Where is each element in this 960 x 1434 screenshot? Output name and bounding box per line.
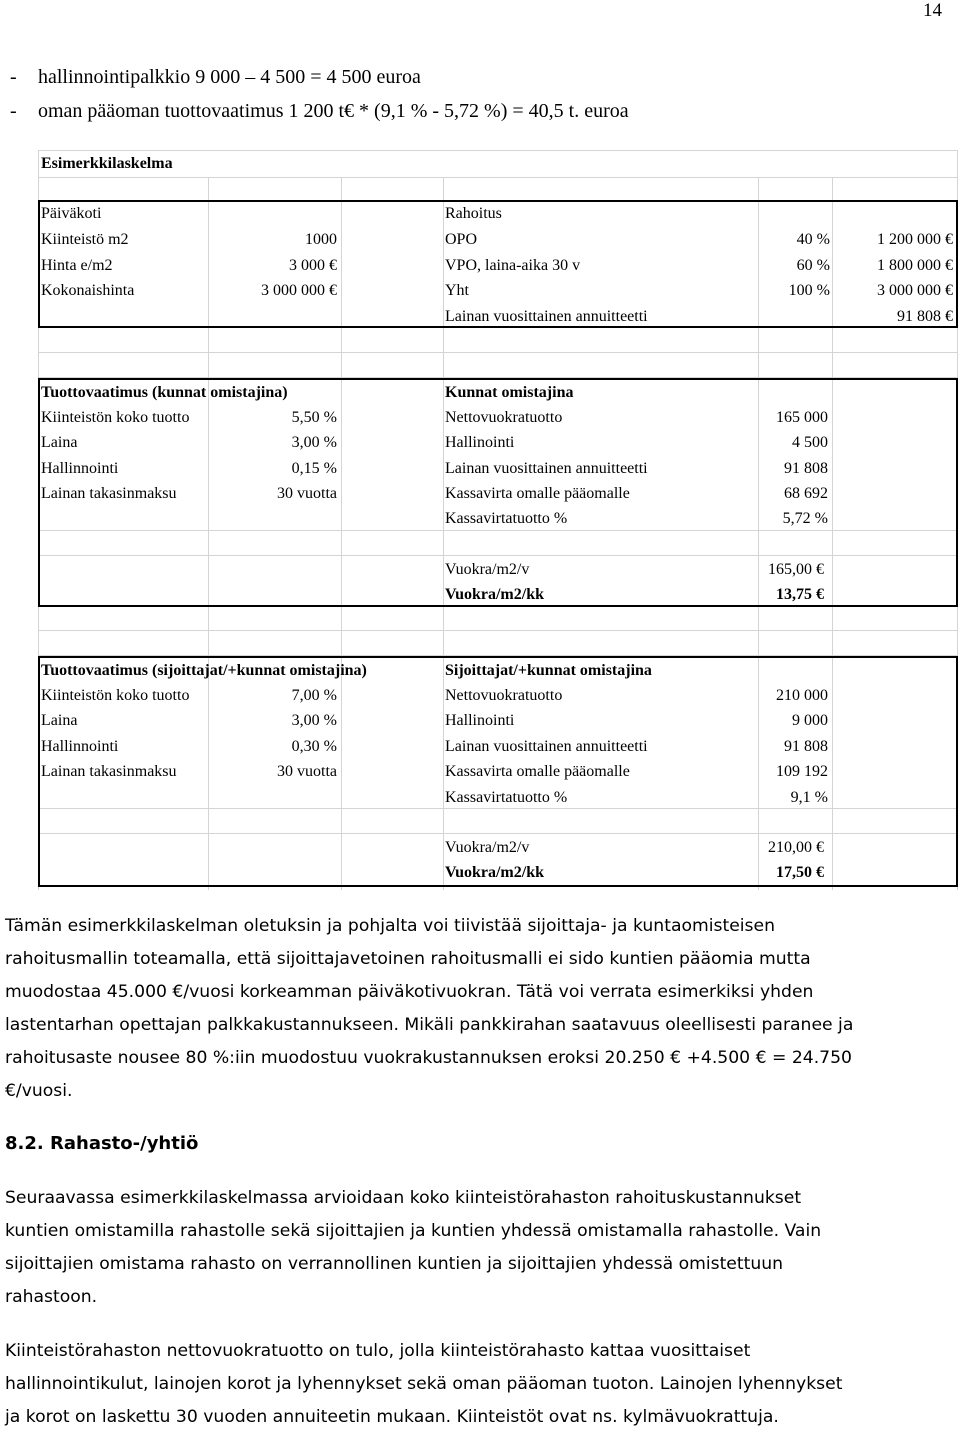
row-rlabel: Yht [445,282,469,299]
row-value: 30 vuotta [277,763,337,780]
text-line: rahoitusmallin toteamalla, että sijoittajavetoinen rahoitusmalli ei sido kuntien pääomia mutta [5,949,811,969]
rent-month-label: Vuokra/m2/kk [445,864,544,881]
rent-month-label: Vuokra/m2/kk [445,586,544,603]
sheet-title: Esimerkkilaskelma [41,155,173,172]
text-line: muodostaa 45.000 €/vuosi korkeamman päiväkotivuokran. Tätä voi verrata esimerkiksi yhden [5,982,814,1002]
row-value: 0,30 % [291,738,337,755]
spreadsheet [38,150,958,890]
row-rlabel: OPO [445,231,478,248]
row-label: Kokonaishinta [41,282,135,299]
text-line: Tämän esimerkkilaskelman oletuksin ja pohjalta voi tiivistää sijoittaja- ja kuntaomisteisen [5,916,775,936]
row-pct: 60 % [796,257,830,274]
row-value: 3 000 € [289,257,337,274]
block2-right-header: Kunnat omistajina [445,384,574,401]
row-rlabel: Kassavirta omalle pääomalle [445,763,630,780]
block3-left-header: Tuottovaatimus (sijoittajat/+kunnat omistajina) [41,662,367,679]
row-value: 5,50 % [291,409,337,426]
text-line: hallinnointikulut, lainojen korot ja lyhennykset sekä oman pääoman tuoton. Lainojen lyhennykset [5,1374,843,1394]
block2-left-header: Tuottovaatimus (kunnat omistajina) [41,384,288,401]
annuity-value: 91 808 € [897,308,953,325]
paragraph-summary [5,910,945,1108]
row-rlabel: Nettovuokratuotto [445,687,563,704]
row-label: Lainan takasinmaksu [41,763,177,780]
rent-year-label: Vuokra/m2/v [445,839,530,856]
row-value: 3 000 000 € [261,282,337,299]
section-heading: 8.2. Rahasto-/yhtiö [5,1133,199,1154]
row-value: 30 vuotta [277,485,337,502]
row-rvalue: 109 192 [776,763,828,780]
bullet-dash: - [10,100,17,122]
row-label: Hallinnointi [41,738,119,755]
row-rlabel: Hallinointi [445,712,515,729]
row-label: Hinta e/m2 [41,257,113,274]
row-rvalue: 9 000 [792,712,828,729]
row-amount: 1 800 000 € [877,257,953,274]
row-rlabel: VPO, laina-aika 30 v [445,257,581,274]
row-rlabel: Nettovuokratuotto [445,409,563,426]
bullet-text: oman pääoman tuottovaatimus 1 200 t€ * (9,1 % - 5,72 %) = 40,5 t. euroa [38,100,629,122]
row-rvalue: 68 692 [784,485,828,502]
row-rvalue: 91 808 [784,738,828,755]
text-line: rahastoon. [5,1287,98,1307]
row-rlabel: Hallinointi [445,434,515,451]
rent-year-label: Vuokra/m2/v [445,561,530,578]
bullet-text: hallinnointipalkkio 9 000 – 4 500 = 4 500 euroa [38,66,421,88]
row-label: Kiinteistön koko tuotto [41,687,190,704]
row-value: 7,00 % [291,687,337,704]
text-line: sijoittajien omistama rahasto on verrannollinen kuntien ja sijoittajien yhdessä omistettuun [5,1254,784,1274]
paragraph-intro [5,1182,945,1314]
row-pct: 40 % [796,231,830,248]
cashflow-value: 9,1 % [790,789,828,806]
page-number: 14 [923,0,942,21]
row-pct: 100 % [788,282,830,299]
block3-right-header: Sijoittajat/+kunnat omistajina [445,662,652,679]
row-rvalue: 210 000 [776,687,828,704]
rent-year-value: 210,00 € [768,839,824,856]
row-value: 0,15 % [291,460,337,477]
cashflow-value: 5,72 % [782,510,828,527]
row-label: Hallinnointi [41,460,119,477]
cashflow-label: Kassavirtatuotto % [445,789,568,806]
block1-right-header: Rahoitus [445,205,502,222]
row-value: 3,00 % [291,434,337,451]
row-label: Kiinteistön koko tuotto [41,409,190,426]
row-value: 3,00 % [291,712,337,729]
paragraph-details [5,1335,945,1434]
row-label: Lainan takasinmaksu [41,485,177,502]
row-rvalue: 165 000 [776,409,828,426]
rent-month-value: 13,75 € [776,586,824,603]
row-rvalue: 4 500 [792,434,828,451]
bullet-dash: - [10,66,17,88]
row-rvalue: 91 808 [784,460,828,477]
row-label: Laina [41,434,78,451]
text-line: rahoitusaste nousee 80 %:iin muodostuu vuokrakustannuksen eroksi 20.250 € +4.500 € = 24.750 [5,1048,852,1068]
row-label: Kiinteistö m2 [41,231,129,248]
block1-left-header: Päiväkoti [41,205,102,222]
row-rlabel: Lainan vuosittainen annuitteetti [445,738,648,755]
text-line: Kiinteistörahaston nettovuokratuotto on tulo, jolla kiinteistörahasto kattaa vuosittaiset [5,1341,751,1361]
text-line: €/vuosi. [5,1081,73,1101]
cashflow-label: Kassavirtatuotto % [445,510,568,527]
rent-year-value: 165,00 € [768,561,824,578]
text-line: lastentarhan opettajan palkkakustannukseen. Mikäli pankkirahan saatavuus oleellisesti paranee ja [5,1015,854,1035]
row-amount: 1 200 000 € [877,231,953,248]
row-label: Laina [41,712,78,729]
text-line: kuntien omistamilla rahastolle sekä sijoittajien ja kuntien yhdessä omistamalla rahastolle. Vain [5,1221,822,1241]
text-line: Seuraavassa esimerkkilaskelmassa arvioidaan koko kiinteistörahaston rahoituskustannukset [5,1188,802,1208]
annuity-label: Lainan vuosittainen annuitteetti [445,308,648,325]
row-rlabel: Kassavirta omalle pääomalle [445,485,630,502]
row-value: 1000 [305,231,337,248]
text-line: ja korot on laskettu 30 vuoden annuiteetin mukaan. Kiinteistöt ovat ns. kylmävuokrattuja. [5,1407,779,1427]
rent-month-value: 17,50 € [776,864,824,881]
row-rlabel: Lainan vuosittainen annuitteetti [445,460,648,477]
row-amount: 3 000 000 € [877,282,953,299]
